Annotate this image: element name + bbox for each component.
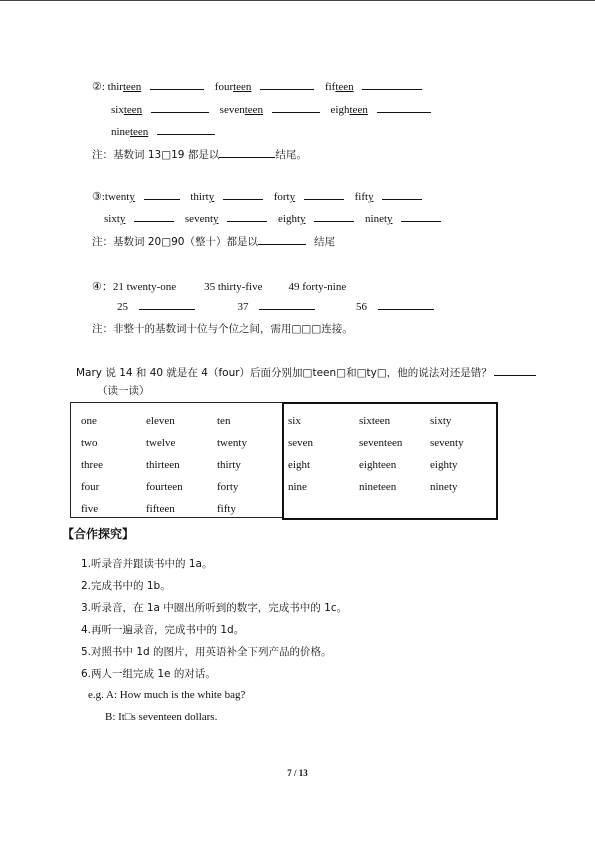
example-number: 21 twenty-one <box>112 281 177 293</box>
word-suffix: teen <box>233 81 252 93</box>
exercise-number: 56 <box>356 301 367 313</box>
answer-blank[interactable] <box>219 148 275 158</box>
example-dialogue-b: B: It□s seventeen dollars. <box>105 711 218 723</box>
section2-marker: ②: <box>92 81 108 93</box>
section2-row3 <box>111 125 215 138</box>
answer-blank[interactable] <box>494 366 536 376</box>
step-item: 1.听录音并跟读书中的 1a。 <box>81 558 213 570</box>
answer-blank[interactable] <box>227 212 267 222</box>
word-suffix: teen <box>123 104 143 116</box>
answer-blank[interactable] <box>144 190 180 200</box>
word-suffix: y <box>368 191 374 203</box>
section4-note: 注：非整十的基数词十位与个位之间，需用□□□连接。 <box>92 323 353 335</box>
table-cell: seventeen <box>359 437 403 449</box>
answer-blank[interactable] <box>223 190 263 200</box>
section-heading: 【合作探究】 <box>62 527 135 541</box>
page-number: 7 / 13 <box>287 768 308 778</box>
table-cell: forty <box>217 481 239 493</box>
number-table-right <box>282 402 498 520</box>
word-suffix: y <box>387 213 393 225</box>
word-stem: eight <box>278 213 301 225</box>
word-stem: ninet <box>365 213 388 225</box>
answer-blank[interactable] <box>134 212 174 222</box>
table-cell: nineteen <box>359 481 397 493</box>
table-cell: seventy <box>430 437 464 449</box>
answer-blank[interactable] <box>378 300 434 310</box>
word-stem: twent <box>104 191 130 203</box>
section4-exercises <box>117 300 434 313</box>
step-item: 4.再听一遍录音，完成书中的 1d。 <box>81 624 245 636</box>
example-number: 35 thirty-five <box>204 281 263 293</box>
exercise-number: 25 <box>117 301 128 313</box>
word-stem: six <box>111 104 124 116</box>
table-cell: sixty <box>430 415 452 427</box>
word-suffix: y <box>300 213 306 225</box>
table-cell: eighteen <box>359 459 397 471</box>
table-cell: six <box>288 415 301 427</box>
word-stem: fift <box>354 191 369 203</box>
answer-blank[interactable] <box>272 103 320 113</box>
step-item: 2.完成书中的 1b。 <box>81 580 171 592</box>
table-cell: ninety <box>430 481 458 493</box>
word-stem: fif <box>324 81 336 93</box>
word-suffix: teen <box>335 81 354 93</box>
word-stem: sevent <box>184 213 214 225</box>
table-cell: thirteen <box>146 459 180 471</box>
section3-row1 <box>92 190 422 203</box>
table-cell: three <box>81 459 103 471</box>
section2-row1 <box>92 80 422 93</box>
question-body: Mary 说 14 和 40 就是在 4（four）后面分别加□teen□和□ty□，他的说法对还是错？ <box>76 367 492 379</box>
word-suffix: teen <box>129 126 149 138</box>
table-cell: one <box>81 415 97 427</box>
answer-blank[interactable] <box>258 235 306 245</box>
word-stem: seven <box>219 104 245 116</box>
word-suffix: y <box>208 191 215 203</box>
table-cell: eleven <box>146 415 175 427</box>
answer-blank[interactable] <box>157 125 215 135</box>
word-suffix: teen <box>349 104 368 116</box>
table-cell: thirty <box>217 459 241 471</box>
word-stem: sixt <box>104 213 120 225</box>
word-stem: nine <box>111 126 130 138</box>
word-stem: eigh <box>330 104 350 116</box>
table-cell: seven <box>288 437 314 449</box>
table-cell: twenty <box>217 437 247 449</box>
answer-blank[interactable] <box>260 80 314 90</box>
question-subtext: （读一读） <box>97 385 150 397</box>
word-suffix: y <box>129 191 135 203</box>
word-suffix: teen <box>122 81 142 93</box>
table-cell: eighty <box>430 459 458 471</box>
answer-blank[interactable] <box>362 80 422 90</box>
note-text: 结尾。 <box>275 149 307 161</box>
answer-blank[interactable] <box>377 103 431 113</box>
section3-row2 <box>104 212 441 225</box>
answer-blank[interactable] <box>304 190 344 200</box>
table-cell: four <box>81 481 100 493</box>
section4-marker: ④： <box>92 281 113 293</box>
example-number: 49 forty-nine <box>288 281 347 293</box>
word-suffix: teen <box>244 104 264 116</box>
word-suffix: y <box>289 191 296 203</box>
exercise-number: 37 <box>237 301 249 313</box>
table-cell: fourteen <box>146 481 183 493</box>
example-dialogue-a: e.g. A: How much is the white bag? <box>88 689 246 701</box>
section3-marker: ③: <box>92 191 105 203</box>
table-cell: twelve <box>146 437 176 449</box>
number-table-left <box>70 402 284 518</box>
table-cell: ten <box>217 415 231 427</box>
section3-note <box>92 234 335 249</box>
answer-blank[interactable] <box>259 300 315 310</box>
word-stem: thir <box>107 81 123 93</box>
answer-blank[interactable] <box>382 190 422 200</box>
word-stem: thirt <box>190 191 209 203</box>
word-stem: four <box>214 81 234 93</box>
question-text <box>76 365 536 380</box>
note-text: 注：基数词 13□19 都是以 <box>92 149 220 161</box>
step-item: 3.听录音，在 1a 中圈出所听到的数字，完成书中的 1c。 <box>81 602 348 614</box>
step-item: 6.两人一组完成 1e 的对话。 <box>81 668 216 680</box>
answer-blank[interactable] <box>151 103 209 113</box>
word-suffix: y <box>213 213 219 225</box>
section4-examples <box>92 278 346 294</box>
answer-blank[interactable] <box>139 300 195 310</box>
answer-blank[interactable] <box>150 80 204 90</box>
table-cell: five <box>81 503 99 515</box>
note-text: 结尾 <box>313 236 335 248</box>
answer-blank[interactable] <box>401 212 441 222</box>
word-suffix: y <box>119 213 126 225</box>
section2-row2 <box>111 103 431 116</box>
table-cell: fifty <box>217 503 236 515</box>
section2-note <box>92 147 307 162</box>
step-item: 5.对照书中 1d 的图片，用英语补全下列产品的价格。 <box>81 646 332 658</box>
answer-blank[interactable] <box>314 212 354 222</box>
header-rule <box>0 0 595 1</box>
word-stem: fort <box>273 191 290 203</box>
note-text: 注：基数词 20□90（整十）都是以 <box>92 236 258 248</box>
table-cell: sixteen <box>359 415 391 427</box>
table-cell: eight <box>288 459 310 471</box>
table-cell: nine <box>288 481 307 493</box>
table-cell: two <box>81 437 98 449</box>
table-cell: fifteen <box>146 503 175 515</box>
